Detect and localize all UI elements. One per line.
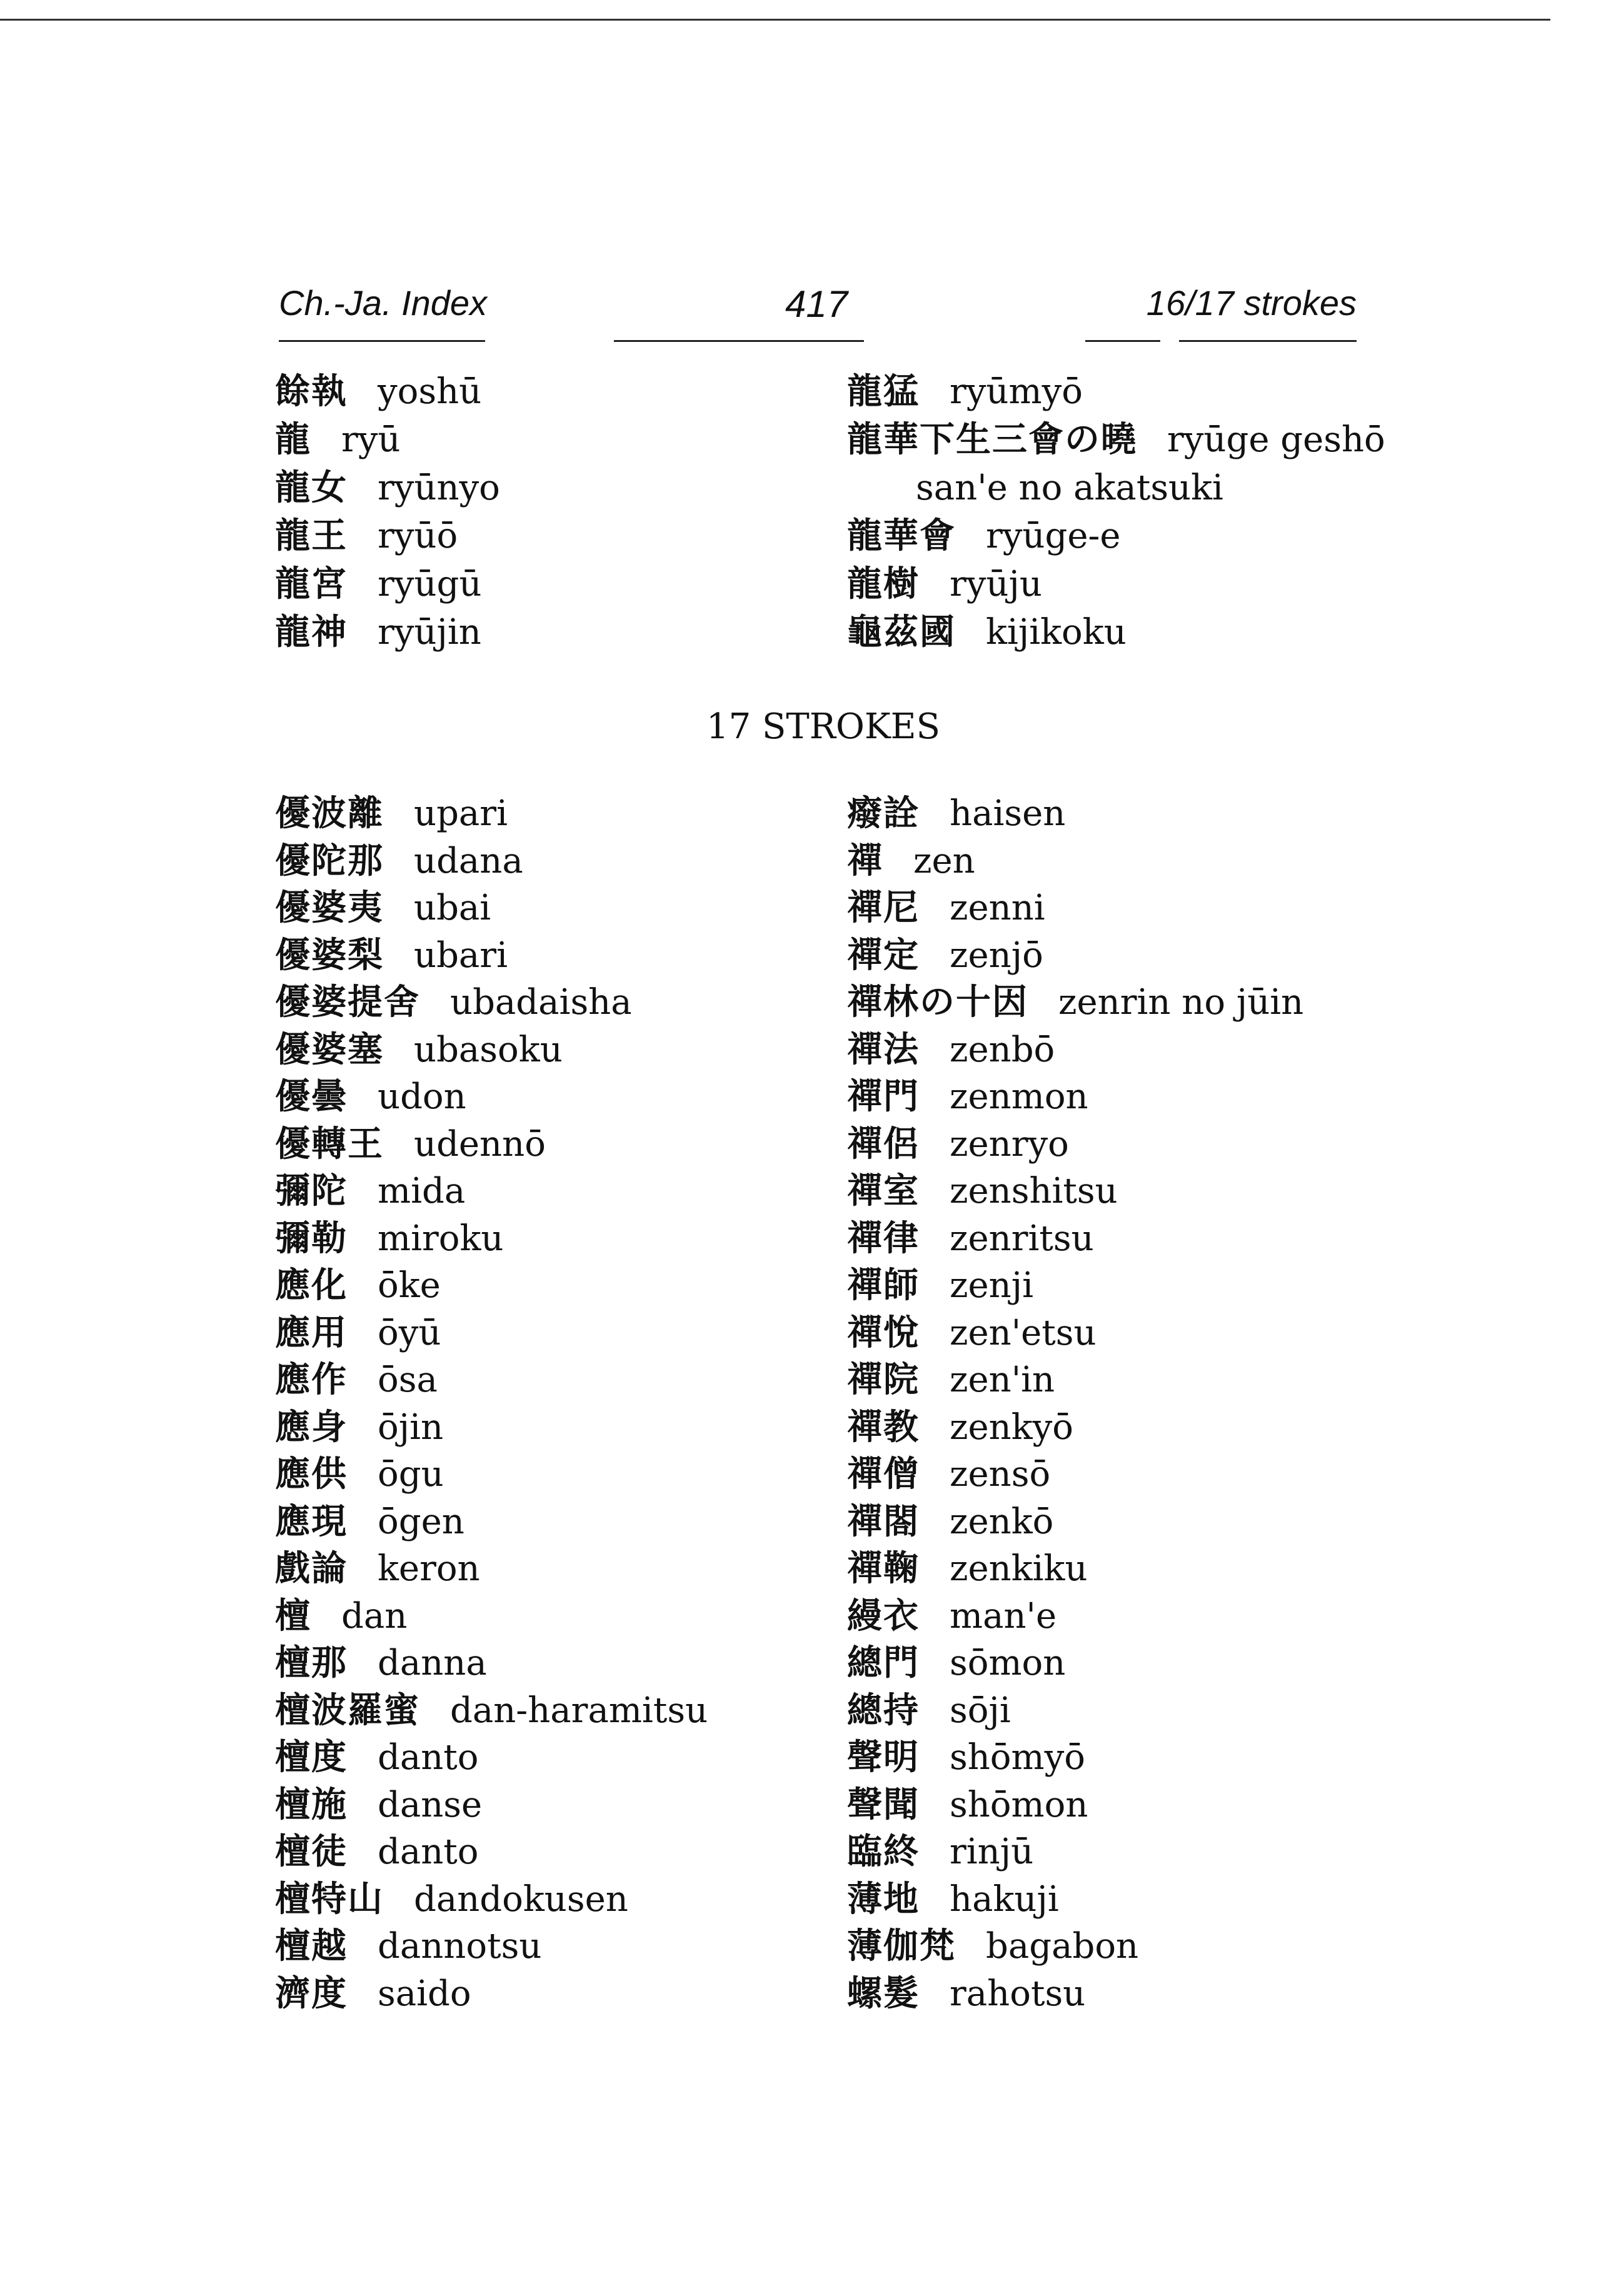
entry-reading: ryūju xyxy=(950,564,1042,604)
entry-kanji: 應現 xyxy=(275,1501,348,1542)
entry-reading: zenkiku xyxy=(950,1548,1088,1589)
entry-reading: zenkyō xyxy=(950,1406,1073,1448)
index-entry xyxy=(275,1642,487,1685)
index-entry xyxy=(847,1075,1088,1119)
entry-kanji: 龍華會 xyxy=(847,516,956,556)
header-stroke-range: 16/17 strokes xyxy=(1146,283,1357,323)
index-entry xyxy=(275,514,458,558)
index-entry xyxy=(275,1878,628,1922)
entry-reading: miroku xyxy=(378,1218,504,1259)
index-entry xyxy=(275,1358,438,1402)
entry-kanji: 檀波羅蜜 xyxy=(275,1690,420,1731)
index-entry xyxy=(847,1736,1085,1780)
entry-reading: zenkō xyxy=(950,1501,1054,1542)
entry-kanji: 彌陀 xyxy=(275,1171,348,1211)
header-rule xyxy=(614,340,864,342)
entry-reading: zenni xyxy=(950,888,1045,928)
entry-reading: zenritsu xyxy=(950,1218,1094,1259)
top-rule xyxy=(0,19,1550,21)
entry-reading: ryūge-e xyxy=(986,516,1121,556)
entry-kanji: 總持 xyxy=(847,1690,920,1731)
entry-kanji: 螺髮 xyxy=(847,1973,920,2014)
entry-reading: zenbō xyxy=(950,1029,1055,1070)
entry-reading: ōsa xyxy=(378,1360,438,1400)
entry-reading: ryūjin xyxy=(378,612,481,653)
entry-kanji: 檀越 xyxy=(275,1926,348,1967)
index-entry xyxy=(275,981,632,1025)
entry-kanji: 禪律 xyxy=(847,1218,920,1259)
entry-kanji: 禪鞠 xyxy=(847,1548,920,1589)
entry-reading: haisen xyxy=(950,793,1066,834)
entry-reading: ōjin xyxy=(378,1406,444,1448)
entry-reading: zensō xyxy=(950,1454,1051,1495)
entry-kanji: 禪 xyxy=(847,840,883,881)
entry-kanji: 檀徒 xyxy=(275,1832,348,1872)
entry-kanji: 禪侶 xyxy=(847,1123,920,1165)
entry-reading: kijikoku xyxy=(986,612,1127,653)
entry-kanji: 龍宮 xyxy=(275,564,348,604)
entry-kanji: 癈詮 xyxy=(847,793,920,834)
entry-reading: zen'in xyxy=(950,1360,1055,1400)
entry-kanji: 禪室 xyxy=(847,1171,920,1211)
entry-reading: zenshitsu xyxy=(950,1171,1118,1211)
entry-kanji: 龜茲國 xyxy=(847,612,956,653)
entry-reading: hakuji xyxy=(950,1878,1059,1920)
entry-reading: man'e xyxy=(950,1595,1057,1637)
entry-reading: rahotsu xyxy=(950,1973,1086,2014)
entry-kanji: 禪僧 xyxy=(847,1454,920,1495)
index-entry xyxy=(275,1736,479,1780)
index-entry xyxy=(847,1170,1118,1213)
entry-reading: zenmon xyxy=(950,1076,1088,1117)
index-entry xyxy=(847,1453,1050,1496)
entry-reading: saido xyxy=(378,1973,471,2014)
entry-kanji: 優婆塞 xyxy=(275,1029,384,1070)
index-entry xyxy=(847,934,1043,978)
entry-reading: ōyū xyxy=(378,1312,441,1353)
entry-reading: danse xyxy=(378,1784,483,1825)
entry-kanji: 優陀那 xyxy=(275,840,384,881)
entry-kanji: 濟度 xyxy=(275,1973,348,2014)
entry-kanji: 龍猛 xyxy=(847,371,920,412)
entry-reading: udana xyxy=(414,840,523,881)
index-entry xyxy=(275,1217,504,1261)
entry-reading: ryūgū xyxy=(378,564,482,604)
index-entry xyxy=(847,1311,1097,1355)
index-entry xyxy=(275,1500,464,1544)
entry-kanji: 龍女 xyxy=(275,468,348,508)
entry-kanji: 龍神 xyxy=(275,612,348,653)
entry-kanji: 優婆提舍 xyxy=(275,982,420,1023)
index-entry xyxy=(275,1972,471,2016)
entry-kanji: 餘執 xyxy=(275,371,348,412)
index-entry xyxy=(275,934,508,978)
entry-reading: sōji xyxy=(950,1690,1011,1731)
section-title: 17 STROKES xyxy=(706,706,940,747)
entry-kanji: 檀那 xyxy=(275,1643,348,1683)
entry-kanji: 檀施 xyxy=(275,1784,348,1825)
entry-reading: upari xyxy=(414,793,508,834)
entry-continuation: san'e no akatsuki xyxy=(916,468,1223,508)
index-entry xyxy=(847,1264,1033,1308)
index-entry xyxy=(275,1311,441,1355)
entry-kanji: 優婆夷 xyxy=(275,888,384,928)
index-entry xyxy=(847,611,1127,654)
entry-kanji: 總門 xyxy=(847,1643,920,1683)
index-entry xyxy=(847,370,1083,414)
entry-reading: udon xyxy=(378,1076,466,1117)
entry-reading: ryūmyō xyxy=(950,371,1083,412)
entry-kanji: 禪閤 xyxy=(847,1501,920,1542)
entry-kanji: 薄地 xyxy=(847,1878,920,1920)
entry-reading: ōke xyxy=(378,1265,441,1306)
entry-kanji: 優轉王 xyxy=(275,1123,384,1165)
index-entry xyxy=(847,1595,1056,1638)
index-entry xyxy=(275,1925,541,1968)
index-entry xyxy=(847,1500,1053,1544)
entry-reading: ubari xyxy=(414,935,508,976)
index-entry xyxy=(847,886,1045,930)
index-entry xyxy=(847,1689,1011,1733)
entry-reading: shōmyō xyxy=(950,1737,1085,1778)
index-entry xyxy=(275,1689,708,1733)
entry-reading: dandokusen xyxy=(414,1878,628,1920)
entry-reading: rinjū xyxy=(950,1832,1034,1872)
entry-reading: bagabon xyxy=(986,1926,1139,1967)
entry-reading: ryūge geshō xyxy=(1167,419,1385,460)
index-entry xyxy=(275,1170,465,1213)
entry-kanji: 禪門 xyxy=(847,1076,920,1117)
entry-kanji: 彌勒 xyxy=(275,1218,348,1259)
entry-kanji: 聲明 xyxy=(847,1737,920,1778)
entry-kanji: 龍樹 xyxy=(847,564,920,604)
entry-reading: zenji xyxy=(950,1265,1033,1306)
index-entry xyxy=(275,1123,546,1166)
index-entry xyxy=(275,1783,482,1827)
entry-kanji: 禪定 xyxy=(847,935,920,976)
entry-reading: mida xyxy=(378,1171,466,1211)
index-entry xyxy=(275,1595,407,1638)
index-entry xyxy=(275,1264,441,1308)
entry-kanji: 禪教 xyxy=(847,1406,920,1448)
index-entry xyxy=(275,886,491,930)
entry-reading: ryū xyxy=(341,419,401,460)
page-header xyxy=(279,283,1357,345)
entry-reading: zenryo xyxy=(950,1123,1069,1165)
entry-reading: dannotsu xyxy=(378,1926,542,1967)
entry-reading: ryūnyo xyxy=(378,468,500,508)
index-entry xyxy=(847,792,1065,836)
index-entry xyxy=(275,1075,466,1119)
index-entry xyxy=(847,1028,1055,1072)
entry-kanji: 龍華下生三會の曉 xyxy=(847,419,1137,460)
entry-kanji: 縵衣 xyxy=(847,1595,920,1637)
index-entry xyxy=(847,418,1385,462)
index-entry xyxy=(275,840,523,883)
entry-kanji: 禪尼 xyxy=(847,888,920,928)
index-entry xyxy=(847,514,1121,558)
index-entry xyxy=(275,1406,443,1450)
entry-kanji: 應用 xyxy=(275,1312,348,1353)
entry-reading: ōgu xyxy=(378,1454,444,1495)
entry-kanji: 薄伽梵 xyxy=(847,1926,956,1967)
header-section-title: Ch.-Ja. Index xyxy=(279,283,488,323)
index-entry xyxy=(847,1358,1055,1402)
index-entry xyxy=(275,418,400,462)
index-entry xyxy=(275,1028,563,1072)
entry-reading: yoshū xyxy=(378,371,482,412)
entry-reading: ubasoku xyxy=(414,1029,563,1070)
index-entry xyxy=(847,1972,1085,2016)
page-number: 417 xyxy=(785,283,848,325)
header-rule xyxy=(1085,340,1160,342)
entry-kanji: 檀 xyxy=(275,1595,311,1637)
index-entry xyxy=(275,611,481,654)
entry-kanji: 應化 xyxy=(275,1265,348,1306)
index-entry xyxy=(847,1830,1033,1874)
entry-reading: ubadaisha xyxy=(450,982,632,1023)
index-entry xyxy=(847,981,1303,1025)
index-entry xyxy=(847,1123,1069,1166)
entry-reading: keron xyxy=(378,1548,480,1589)
entry-kanji: 禪悅 xyxy=(847,1312,920,1353)
entry-kanji: 臨終 xyxy=(847,1832,920,1872)
entry-reading: zenrin no jūin xyxy=(1058,982,1304,1023)
entry-kanji: 龍王 xyxy=(275,516,348,556)
entry-reading: zenjō xyxy=(950,935,1043,976)
index-entry xyxy=(275,563,481,606)
entry-reading: ryūō xyxy=(378,516,458,556)
entry-reading: danto xyxy=(378,1832,479,1872)
index-entry xyxy=(275,466,500,510)
entry-kanji: 優曇 xyxy=(275,1076,348,1117)
entry-reading: sōmon xyxy=(950,1643,1066,1683)
entry-reading: ōgen xyxy=(378,1501,464,1542)
header-rule xyxy=(1179,340,1357,342)
index-entry xyxy=(847,840,975,883)
index-entry xyxy=(847,1878,1059,1922)
entry-reading: ubai xyxy=(414,888,491,928)
entry-kanji: 優波離 xyxy=(275,793,384,834)
index-entry xyxy=(847,563,1042,606)
entry-reading: dan-haramitsu xyxy=(450,1690,708,1731)
entry-reading: danto xyxy=(378,1737,479,1778)
index-entry xyxy=(847,1783,1088,1827)
entry-kanji: 龍 xyxy=(275,419,311,460)
header-rule xyxy=(279,340,485,342)
entry-kanji: 戲論 xyxy=(275,1548,348,1589)
entry-reading: shōmon xyxy=(950,1784,1088,1825)
entry-kanji: 應作 xyxy=(275,1360,348,1400)
entry-kanji: 禪林の十因 xyxy=(847,982,1028,1023)
index-entry xyxy=(275,1830,479,1874)
entry-kanji: 禪法 xyxy=(847,1029,920,1070)
entry-reading: zen xyxy=(913,840,975,881)
index-entry xyxy=(275,1453,444,1496)
entry-kanji: 禪院 xyxy=(847,1360,920,1400)
entry-kanji: 禪師 xyxy=(847,1265,920,1306)
index-entry xyxy=(847,1642,1065,1685)
index-entry xyxy=(847,1406,1073,1450)
entry-kanji: 應身 xyxy=(275,1406,348,1448)
entry-reading: dan xyxy=(341,1595,408,1637)
entry-kanji: 檀特山 xyxy=(275,1878,384,1920)
index-entry xyxy=(847,1547,1088,1591)
entry-kanji: 檀度 xyxy=(275,1737,348,1778)
entry-kanji: 優婆梨 xyxy=(275,935,384,976)
entry-kanji: 應供 xyxy=(275,1454,348,1495)
entry-reading: udennō xyxy=(414,1123,546,1165)
index-entry xyxy=(275,1547,480,1591)
index-entry xyxy=(275,792,508,836)
entry-reading: danna xyxy=(378,1643,487,1683)
entry-kanji: 聲聞 xyxy=(847,1784,920,1825)
index-entry xyxy=(275,370,481,414)
entry-reading: zen'etsu xyxy=(950,1312,1097,1353)
index-entry xyxy=(847,1925,1138,1968)
index-entry xyxy=(847,1217,1094,1261)
